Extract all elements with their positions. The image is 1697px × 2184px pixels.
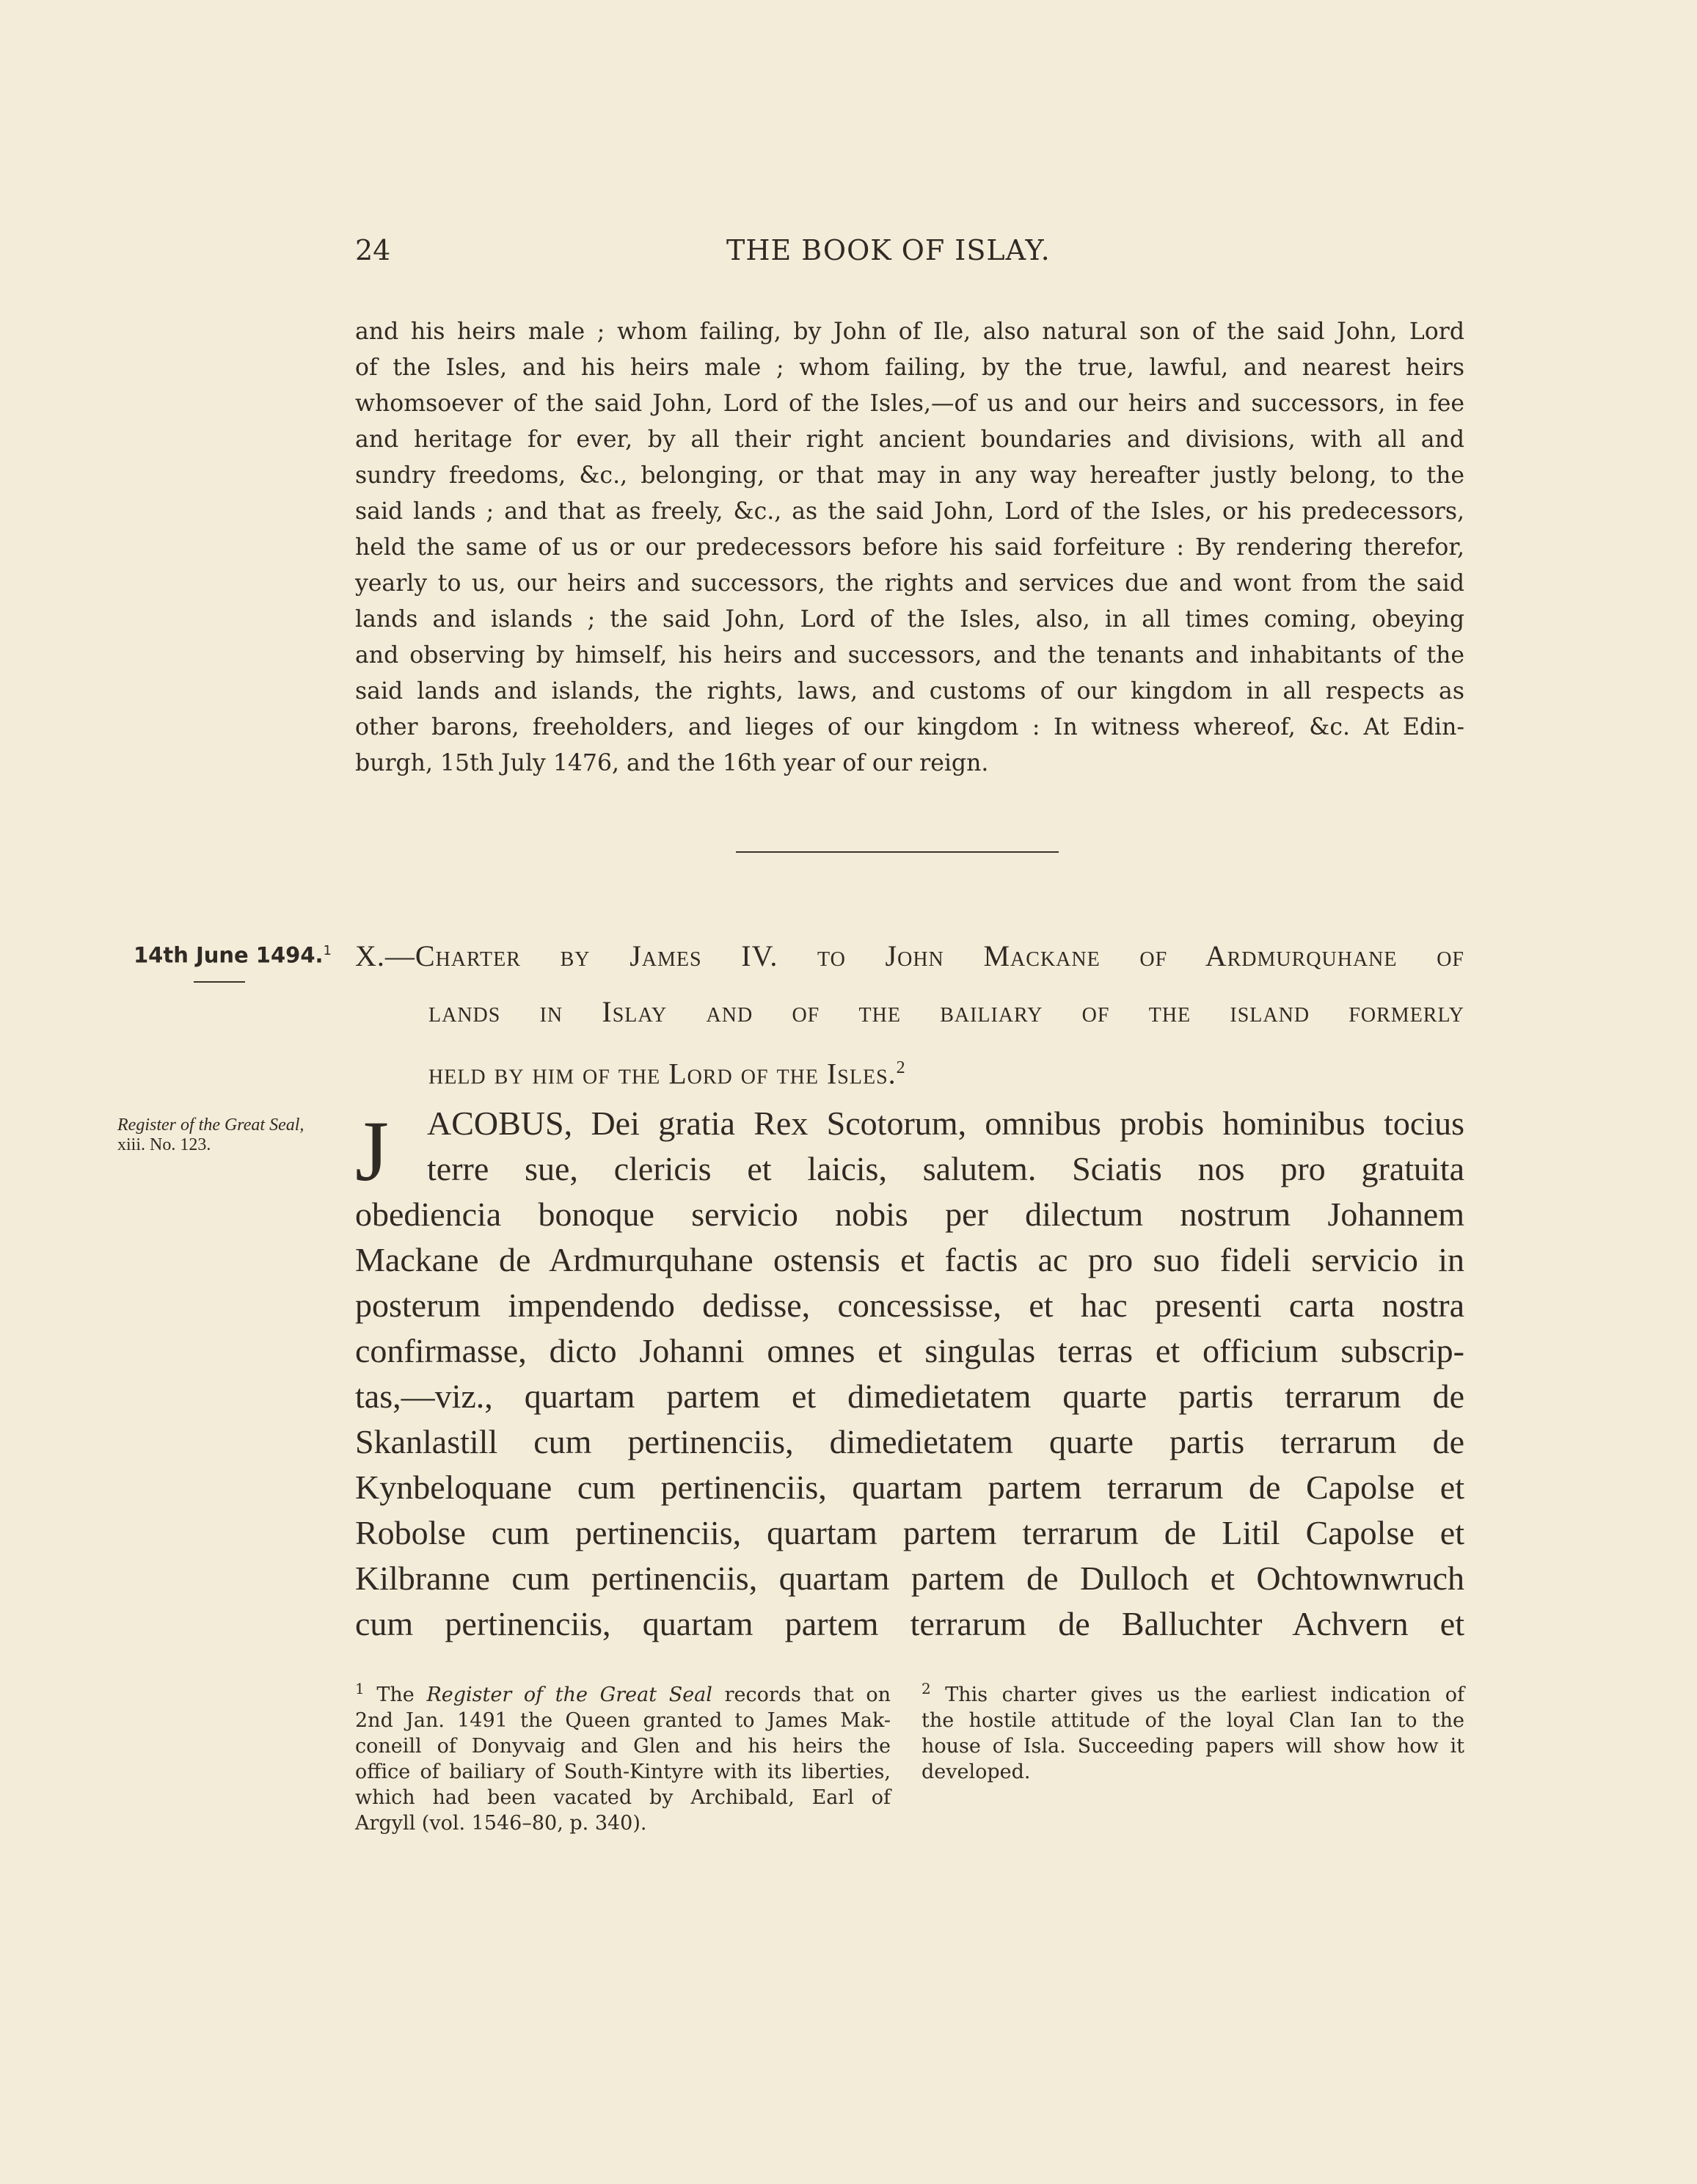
source-title: Register of the Great Seal, bbox=[117, 1115, 304, 1135]
heading-text: —Charter by James IV. to John Mackane of Ardmurquhane of bbox=[384, 939, 1464, 972]
text-line: and heritage for ever, by all their right ancient boundaries and divisions, with all and bbox=[355, 426, 1464, 453]
text-line: posterum impendendo dedisse, concessisse, et hac presenti carta nostra bbox=[355, 1286, 1464, 1324]
continuation-paragraph bbox=[355, 314, 1464, 782]
text-line: Kilbranne cum pertinenciis, quartam partem de Dulloch et Ochtownwruch bbox=[355, 1559, 1464, 1597]
source-reference: xiii. No. 123. bbox=[117, 1135, 211, 1154]
footnote-marker: 2 bbox=[922, 1680, 931, 1697]
text-line: tas,—viz., quartam partem et dimedietatem quarte partis terrarum de bbox=[355, 1377, 1464, 1415]
margin-source-note bbox=[117, 1115, 330, 1155]
text-line: obediencia bonoque servicio nobis per dilectum nostrum Johannem bbox=[355, 1195, 1464, 1233]
text-line: and his heirs male ; whom failing, by John of Ile, also natural son of the said John, Lord bbox=[355, 318, 1464, 345]
footnote-line: 2nd Jan. 1491 the Queen granted to James Mak- bbox=[355, 1709, 891, 1732]
text-line: Robolse cum pertinenciis, quartam partem terrarum de Litil Capolse et bbox=[355, 1514, 1464, 1551]
charter-text bbox=[355, 1101, 1464, 1647]
heading-line: lands in Islay and of the bailiary of the island formerly bbox=[428, 995, 1464, 1028]
margin-divider bbox=[194, 981, 245, 983]
text-line: confirmasse, dicto Johanni omnes et singulas terras et officium subscrip- bbox=[355, 1332, 1464, 1369]
text-line: Skanlastill cum pertinenciis, dimedietatem quarte partis terrarum de bbox=[355, 1423, 1464, 1460]
text-line: ACOBUS, Dei gratia Rex Scotorum, omnibus probis hominibus tocius bbox=[427, 1104, 1464, 1142]
footnote-line: developed. bbox=[922, 1761, 1031, 1783]
margin-date bbox=[117, 936, 332, 970]
footnote-marker: 1 bbox=[355, 1680, 365, 1697]
footnote-line: the hostile attitude of the loyal Clan Ian to the bbox=[922, 1709, 1464, 1732]
margin-date-text: 14th June 1494. bbox=[134, 942, 324, 968]
charter-number: X. bbox=[355, 939, 385, 972]
footnote-line: office of bailiary of South-Kintyre with its liberties, bbox=[355, 1761, 891, 1783]
footnote-1 bbox=[355, 1676, 891, 1836]
drop-cap: J bbox=[355, 1103, 389, 1199]
text-line: held the same of us or our predecessors before his said forfeiture : By rendering therefor, bbox=[355, 534, 1464, 561]
text-line: other barons, freeholders, and lieges of our kingdom : In witness whereof, &c. At Edin- bbox=[355, 714, 1464, 740]
text-line: and observing by himself, his heirs and successors, and the tenants and inhabitants of the bbox=[355, 642, 1464, 669]
footnote-text: The bbox=[376, 1684, 415, 1706]
heading-text: held by him of the Lord of the Isles. bbox=[428, 1057, 897, 1091]
footnote-line: house of Isla. Succeeding papers will show how it bbox=[922, 1735, 1464, 1758]
footnote-marker: 1 bbox=[323, 943, 332, 958]
footnote-line bbox=[922, 1676, 1464, 1708]
text-line: whomsoever of the said John, Lord of the Isles,—of us and our heirs and successors, in fee bbox=[355, 390, 1464, 417]
footnote-marker: 2 bbox=[896, 1058, 906, 1077]
text-line: Mackane de Ardmurquhane ostensis et factis ac pro suo fideli servicio in bbox=[355, 1241, 1464, 1278]
text-line: said lands ; and that as freely, &c., as the said John, Lord of the Isles, or his predecessors, bbox=[355, 498, 1464, 525]
footnote-line: coneill of Donyvaig and Glen and his heirs the bbox=[355, 1735, 891, 1758]
text-line: of the Isles, and his heirs male ; whom failing, by the true, lawful, and nearest heirs bbox=[355, 354, 1464, 381]
text-line: sundry freedoms, &c., belonging, or that may in any way hereafter justly belong, to the bbox=[355, 462, 1464, 489]
page-number: 24 bbox=[355, 234, 391, 266]
text-line: terre sue, clericis et laicis, salutem. Sciatis nos pro gratuita bbox=[427, 1150, 1464, 1187]
text-line: cum pertinenciis, quartam partem terrarum de Balluchter Achvern et bbox=[355, 1605, 1464, 1642]
text-line: Kynbeloquane cum pertinenciis, quartam partem terrarum de Capolse et bbox=[355, 1468, 1464, 1506]
heading-line bbox=[355, 928, 1464, 984]
footnote-line bbox=[355, 1676, 891, 1708]
charter-heading bbox=[355, 928, 1464, 1102]
text-line: lands and islands ; the said John, Lord of the Isles, also, in all times coming, obeying bbox=[355, 606, 1464, 633]
heading-line bbox=[355, 1040, 1464, 1102]
footnote-title: Register of the Great Seal bbox=[426, 1684, 712, 1706]
footnote-line: which had been vacated by Archibald, Earl of bbox=[355, 1786, 891, 1809]
footnote-2 bbox=[922, 1676, 1464, 1785]
running-title: THE BOOK OF ISLAY. bbox=[726, 234, 1051, 266]
footnote-text: This charter gives us the earliest indication of bbox=[945, 1684, 1464, 1706]
section-divider bbox=[736, 851, 1059, 853]
text-line: yearly to us, our heirs and successors, the rights and services due and wont from the said bbox=[355, 570, 1464, 597]
text-line: said lands and islands, the rights, laws, and customs of our kingdom in all respects as bbox=[355, 678, 1464, 705]
footnote-line: Argyll (vol. 1546–80, p. 340). bbox=[355, 1812, 647, 1835]
text-line: burgh, 15th July 1476, and the 16th year of our reign. bbox=[355, 750, 989, 776]
footnote-text: records that on bbox=[724, 1684, 891, 1706]
